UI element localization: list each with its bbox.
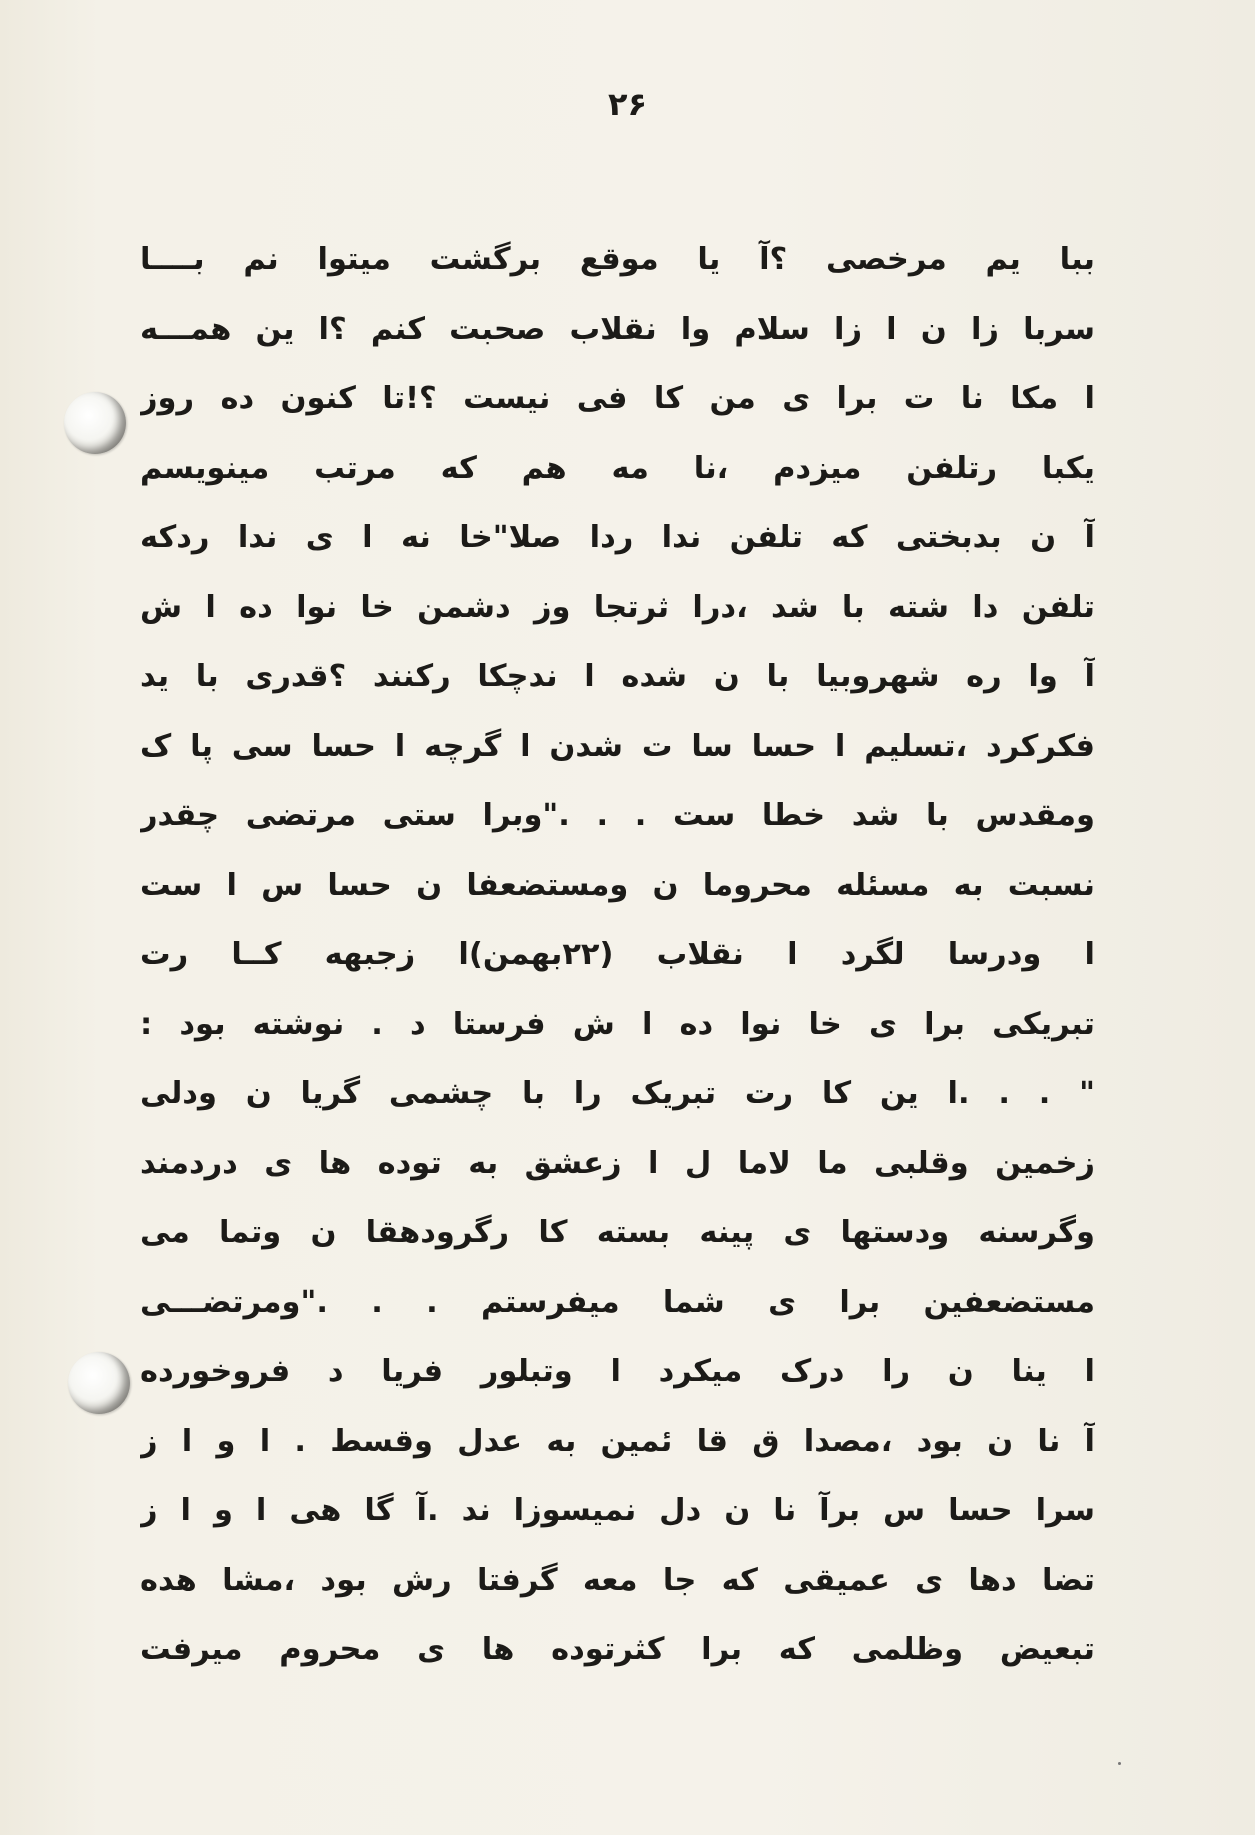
text-line: یکبا رتلفن میزدم ،نا مه هم که مرتب مینویسم xyxy=(140,450,1095,486)
text-line: تضا دها ی عمیقی که جا معه گرفتا رش بود ،مشا هده xyxy=(140,1562,1095,1598)
text-line: وگرسنه ودستها ی پینه بسته کا رگرودهقا ن وتما می xyxy=(140,1215,1095,1250)
text-line: آ وا ره شهروبیا با ن شده ا ندچکا رکنند ؟قدری با ید xyxy=(140,659,1095,694)
ink-dot xyxy=(1118,1762,1121,1765)
text-line: مستضعفین برا ی شما میفرستم . . ."ومرتضـــی xyxy=(140,1284,1095,1320)
page-text xyxy=(140,225,1095,1685)
text-line: ومقدس با شد خطا ست . . ."وبرا ستی مرتضی چقدر xyxy=(140,798,1095,833)
text-line: نسبت به مسئله محروما ن ومستضعفا ن حسا س ا ست xyxy=(140,867,1095,903)
text-line: " . . .ا ین کا رت تبریک را با چشمی گریا ن ودلی xyxy=(140,1076,1095,1111)
binder-hole xyxy=(68,1352,130,1414)
text-line: تلفن دا شته با شد ،درا ثرتجا وز دشمن خا نوا ده ا ش xyxy=(140,589,1095,625)
text-line: سربا زا ن ا زا سلام وا نقلاب صحبت کنم ؟ا ین همـــه xyxy=(140,311,1095,347)
binder-hole xyxy=(64,392,126,454)
text-line: ا مکا نا ت برا ی من کا فی نیست ؟!تا کنون ده روز xyxy=(140,381,1095,416)
text-line: سرا حسا س برآ نا ن دل نمیسوزا ند .آ گا هی ا و ا ز xyxy=(140,1493,1095,1528)
text-line: زخمین وقلبی ما لاما ل ا زعشق به توده ها ی دردمند xyxy=(140,1145,1095,1181)
text-line: ا ودرسا لگرد ا نقلاب (۲۲بهمن)ا زجبهه کــا رت xyxy=(140,937,1095,972)
page-number: ۲۶ xyxy=(607,85,648,123)
text-line: ببا یم مرخصی ؟آ یا موقع برگشت میتوا نم بــــا xyxy=(140,242,1095,277)
text-line: آ ن بدبختی که تلفن ندا ردا صلا"خا نه ا ی ندا ردکه xyxy=(140,520,1095,555)
text-line: ا ینا ن را درک میکرد ا وتبلور فریا د فروخورده xyxy=(140,1354,1095,1389)
text-line: آ نا ن بود ،مصدا ق قا ئمین به عدل وقسط . ا و ا ز xyxy=(140,1423,1095,1459)
text-line: تبعیض وظلمی که برا کثرتوده ها ی محروم میرفت xyxy=(140,1632,1095,1667)
text-line: فکرکرد ،تسلیم ا حسا سا ت شدن ا گرچه ا حسا سی پا ک xyxy=(140,728,1095,764)
text-line: تبریکی برا ی خا نوا ده ا ش فرستا د . نوشته بود : xyxy=(140,1006,1095,1042)
